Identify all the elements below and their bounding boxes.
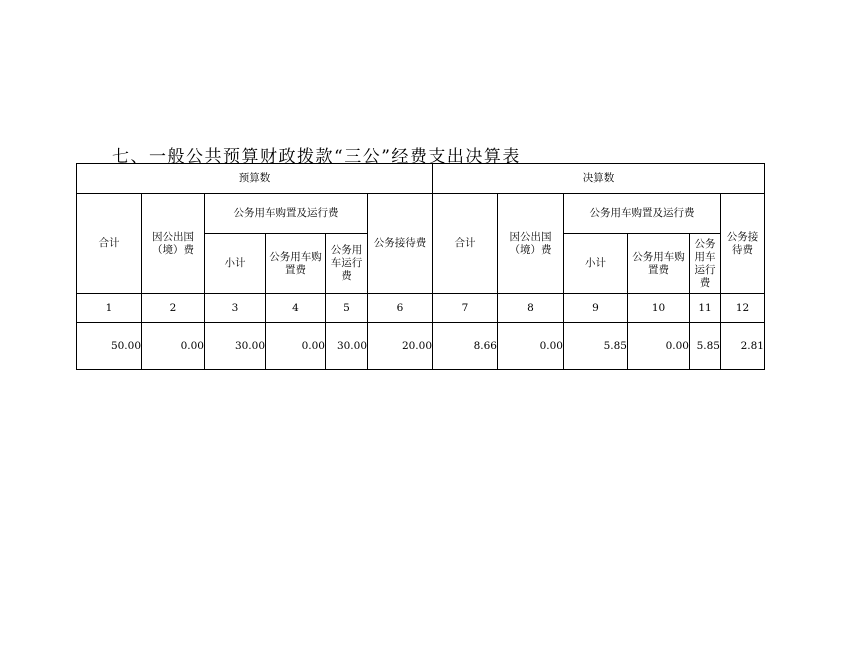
- budget-vehicle-subtotal-value: 30.00: [205, 323, 266, 370]
- final-total-value: 8.66: [433, 323, 498, 370]
- final-abroad-header: 因公出国 （境）费: [498, 194, 564, 294]
- column-number: 5: [326, 294, 368, 323]
- three-public-expenses-table: [76, 163, 765, 370]
- column-number: 8: [498, 294, 564, 323]
- final-reception-header: 公务接 待费: [721, 194, 765, 294]
- final-vehicle-run-value: 5.85: [690, 323, 721, 370]
- budget-subtotal-header: 小计: [205, 234, 266, 294]
- final-vehicle-purchase-value: 0.00: [628, 323, 690, 370]
- final-subtotal-header: 小计: [564, 234, 628, 294]
- column-number: 11: [690, 294, 721, 323]
- final-vehicle-subtotal-value: 5.85: [564, 323, 628, 370]
- budget-vehicle-run-value: 30.00: [326, 323, 368, 370]
- budget-total-header: 合计: [77, 194, 142, 294]
- budget-vehicle-purchase-header: 公务用车购 置费: [266, 234, 326, 294]
- column-number-row: [77, 294, 765, 323]
- budget-total-value: 50.00: [77, 323, 142, 370]
- column-number: 1: [77, 294, 142, 323]
- column-number: 10: [628, 294, 690, 323]
- column-number: 9: [564, 294, 628, 323]
- page-title: 七、一般公共预算财政拨款“三公”经费支出决算表: [112, 147, 521, 167]
- column-number: 7: [433, 294, 498, 323]
- column-number: 4: [266, 294, 326, 323]
- budget-reception-value: 20.00: [368, 323, 433, 370]
- budget-vehicle-run-header: 公务用 车运行 费: [326, 234, 368, 294]
- column-number: 6: [368, 294, 433, 323]
- column-number: 12: [721, 294, 765, 323]
- final-reception-value: 2.81: [721, 323, 765, 370]
- final-vehicle-purchase-header: 公务用车购 置费: [628, 234, 690, 294]
- budget-abroad-header: 因公出国 （境）费: [142, 194, 205, 294]
- final-vehicle-run-header: 公务 用车 运行 费: [690, 234, 721, 294]
- budget-reception-header: 公务接待费: [368, 194, 433, 294]
- budget-group-header: 预算数: [77, 164, 433, 194]
- budget-vehicle-group-header: 公务用车购置及运行费: [205, 194, 368, 234]
- final-group-header: 决算数: [433, 164, 765, 194]
- final-total-header: 合计: [433, 194, 498, 294]
- column-number: 3: [205, 294, 266, 323]
- final-abroad-value: 0.00: [498, 323, 564, 370]
- final-vehicle-group-header: 公务用车购置及运行费: [564, 194, 721, 234]
- budget-abroad-value: 0.00: [142, 323, 205, 370]
- budget-vehicle-purchase-value: 0.00: [266, 323, 326, 370]
- column-number: 2: [142, 294, 205, 323]
- values-row: [77, 323, 765, 370]
